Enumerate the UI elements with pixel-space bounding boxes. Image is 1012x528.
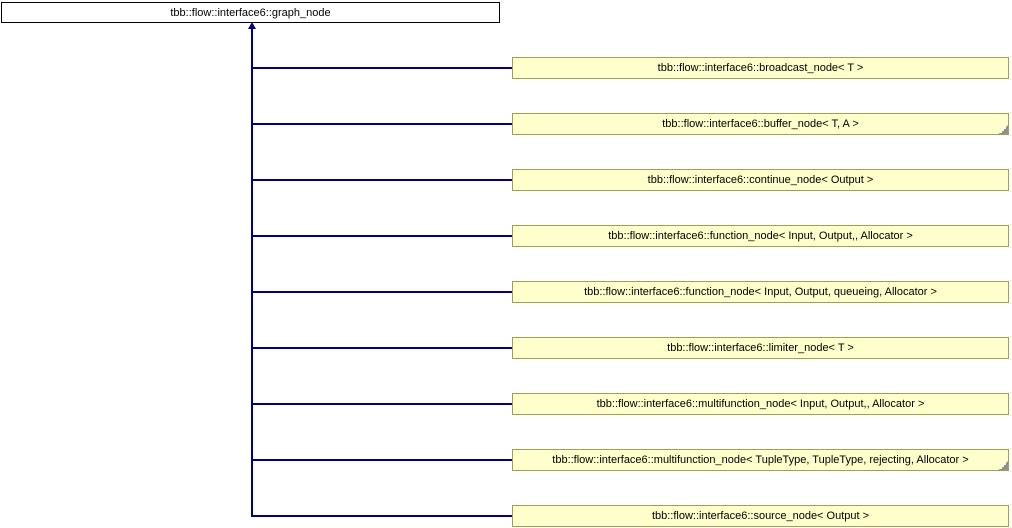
derived-class-node-multifunction-node-default[interactable] (512, 393, 1009, 415)
derived-class-label: tbb::flow::interface6::function_node< Input, Output, queueing, Allocator > (584, 286, 937, 298)
base-class-label: tbb::flow::interface6::graph_node (170, 6, 331, 19)
derived-class-node-limiter-node[interactable] (512, 337, 1009, 359)
inheritance-arrowhead-icon (248, 22, 256, 29)
derived-class-node-broadcast-node[interactable] (512, 57, 1009, 79)
derived-class-label: tbb::flow::interface6::function_node< Input, Output,, Allocator > (608, 230, 913, 242)
branch-line (251, 67, 512, 69)
derived-class-label: tbb::flow::interface6::broadcast_node< T > (657, 62, 864, 74)
truncated-graph-icon (998, 125, 1008, 134)
derived-class-node-function-node-queueing[interactable] (512, 281, 1009, 303)
derived-class-label: tbb::flow::interface6::source_node< Output > (651, 510, 870, 522)
branch-line (251, 403, 512, 405)
branch-line (251, 179, 512, 181)
inheritance-trunk-line (251, 29, 253, 517)
derived-class-node-source-node[interactable] (512, 505, 1009, 527)
truncated-graph-icon (998, 461, 1008, 470)
base-class-node[interactable] (1, 2, 500, 23)
derived-class-node-continue-node[interactable] (512, 169, 1009, 191)
derived-class-label: tbb::flow::interface6::multifunction_node< Input, Output,, Allocator > (596, 398, 925, 410)
derived-class-node-function-node-default[interactable] (512, 225, 1009, 247)
derived-class-label: tbb::flow::interface6::multifunction_node< TupleType, TupleType, rejecting, Allocator > (552, 454, 969, 466)
branch-line (251, 123, 512, 125)
branch-line (251, 347, 512, 349)
branch-line (251, 515, 512, 517)
branch-line (251, 459, 512, 461)
derived-class-label: tbb::flow::interface6::continue_node< Output > (647, 174, 874, 186)
branch-line (251, 291, 512, 293)
derived-class-label: tbb::flow::interface6::limiter_node< T > (667, 342, 854, 354)
derived-class-node-multifunction-node-rejecting[interactable] (512, 449, 1009, 471)
derived-class-label: tbb::flow::interface6::buffer_node< T, A > (662, 118, 859, 130)
derived-class-node-buffer-node[interactable] (512, 113, 1009, 135)
branch-line (251, 235, 512, 237)
